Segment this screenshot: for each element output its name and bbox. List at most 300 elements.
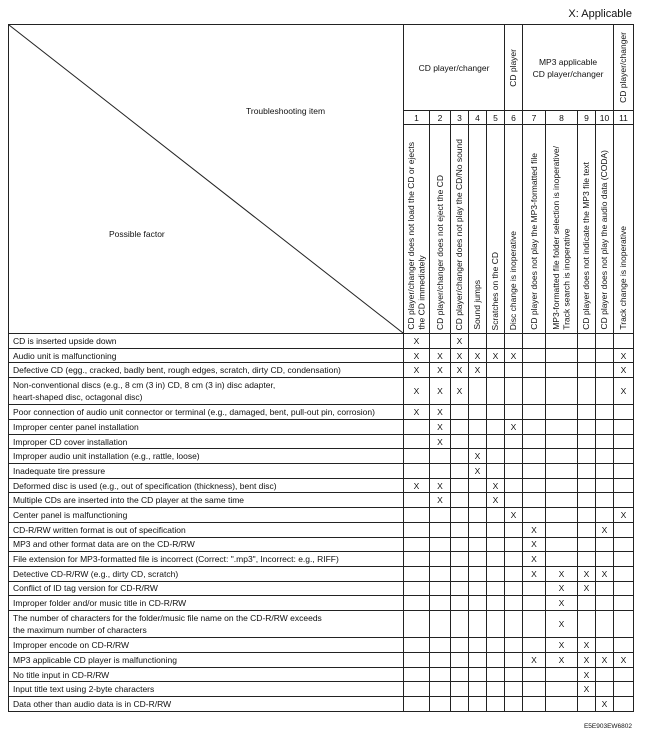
empty-cell — [614, 538, 634, 553]
empty-cell — [451, 435, 469, 450]
troubleshooting-table — [8, 24, 634, 712]
empty-cell — [523, 464, 546, 479]
empty-cell — [430, 552, 451, 567]
empty-cell — [430, 611, 451, 638]
column-description-text — [454, 139, 465, 330]
empty-cell — [469, 420, 487, 435]
factor-label-cell — [9, 378, 404, 405]
empty-cell — [523, 638, 546, 653]
possible-factor-label: Possible factor — [109, 229, 165, 239]
factor-label-cell — [9, 508, 404, 523]
empty-cell — [404, 596, 430, 611]
empty-cell — [451, 582, 469, 597]
factor-label-line: MP3 and other format data are on the CD-R/RW — [13, 539, 195, 550]
factor-label-cell — [9, 582, 404, 597]
column-description-line: CD player does not play the audio data (CODA) — [599, 150, 610, 330]
empty-cell — [546, 464, 578, 479]
applicable-mark: X — [546, 611, 578, 638]
empty-cell — [614, 596, 634, 611]
empty-cell — [523, 479, 546, 494]
empty-cell — [469, 479, 487, 494]
column-description — [469, 125, 487, 334]
empty-cell — [614, 582, 634, 597]
empty-cell — [523, 596, 546, 611]
empty-cell — [614, 449, 634, 464]
column-group-label-line: MP3 applicable — [538, 56, 598, 67]
empty-cell — [505, 638, 523, 653]
column-description — [487, 125, 505, 334]
empty-cell — [505, 582, 523, 597]
applicable-mark: X — [523, 552, 546, 567]
empty-cell — [430, 523, 451, 538]
factor-label-cell — [9, 405, 404, 420]
applicable-mark: X — [614, 653, 634, 668]
empty-cell — [404, 552, 430, 567]
empty-cell — [523, 611, 546, 638]
column-description-text — [551, 146, 572, 330]
column-description-text — [581, 162, 592, 330]
applicable-mark: X — [430, 435, 451, 450]
column-description-line: MP3-formatted file folder selection is inoperative/ — [551, 146, 561, 330]
empty-cell — [546, 493, 578, 508]
applicable-mark: X — [614, 508, 634, 523]
empty-cell — [546, 668, 578, 683]
column-description — [578, 125, 596, 334]
legend-applicable: X: Applicable — [568, 8, 632, 20]
empty-cell — [404, 582, 430, 597]
empty-cell — [505, 653, 523, 668]
empty-cell — [546, 405, 578, 420]
empty-cell — [578, 697, 596, 712]
applicable-mark: X — [487, 349, 505, 364]
empty-cell — [505, 449, 523, 464]
applicable-mark: X — [451, 378, 469, 405]
factor-label-cell — [9, 682, 404, 697]
empty-cell — [430, 508, 451, 523]
empty-cell — [596, 420, 614, 435]
empty-cell — [578, 508, 596, 523]
applicable-mark: X — [505, 349, 523, 364]
applicable-mark: X — [578, 653, 596, 668]
empty-cell — [487, 523, 505, 538]
applicable-mark: X — [614, 378, 634, 405]
empty-cell — [469, 435, 487, 450]
empty-cell — [487, 582, 505, 597]
empty-cell — [430, 682, 451, 697]
factor-label-line: Non-conventional discs (e.g., 8 cm (3 in) CD, 8 cm (3 in) disc adapter, — [13, 380, 276, 391]
empty-cell — [523, 349, 546, 364]
applicable-mark: X — [430, 378, 451, 405]
empty-cell — [614, 493, 634, 508]
empty-cell — [523, 449, 546, 464]
column-group-label-line: CD player/changer — [418, 62, 490, 73]
empty-cell — [487, 334, 505, 349]
column-description-line: CD player does not play the MP3-formatted file — [528, 153, 539, 330]
empty-cell — [487, 420, 505, 435]
factor-label-cell — [9, 567, 404, 582]
empty-cell — [614, 638, 634, 653]
empty-cell — [469, 668, 487, 683]
empty-cell — [578, 464, 596, 479]
column-description-text — [529, 153, 540, 330]
empty-cell — [487, 538, 505, 553]
applicable-mark: X — [404, 479, 430, 494]
applicable-mark: X — [430, 363, 451, 378]
empty-cell — [578, 349, 596, 364]
figure-code: E5E903EW6802 — [583, 723, 632, 730]
column-number: 4 — [469, 111, 487, 125]
applicable-mark: X — [451, 349, 469, 364]
empty-cell — [578, 405, 596, 420]
factor-label-cell — [9, 596, 404, 611]
empty-cell — [430, 668, 451, 683]
column-description — [505, 125, 523, 334]
factor-label-line: Input title text using 2-byte characters — [13, 684, 155, 695]
column-group-header — [505, 25, 523, 111]
applicable-mark: X — [430, 349, 451, 364]
applicable-mark: X — [523, 567, 546, 582]
column-description-line: the CD immediately — [416, 255, 427, 330]
applicable-mark: X — [404, 349, 430, 364]
empty-cell — [546, 334, 578, 349]
empty-cell — [523, 378, 546, 405]
column-number: 3 — [451, 111, 469, 125]
empty-cell — [505, 567, 523, 582]
column-description-text — [435, 175, 446, 330]
factor-label-cell — [9, 420, 404, 435]
factor-label-cell — [9, 493, 404, 508]
empty-cell — [578, 596, 596, 611]
empty-cell — [430, 596, 451, 611]
column-description — [430, 125, 451, 334]
empty-cell — [596, 493, 614, 508]
empty-cell — [487, 464, 505, 479]
empty-cell — [505, 378, 523, 405]
column-group-label-line: CD player — [508, 48, 519, 87]
empty-cell — [578, 435, 596, 450]
column-group-label — [508, 49, 519, 87]
applicable-mark: X — [430, 479, 451, 494]
factor-label-cell — [9, 334, 404, 349]
applicable-mark: X — [404, 378, 430, 405]
applicable-mark: X — [451, 363, 469, 378]
empty-cell — [487, 668, 505, 683]
applicable-mark: X — [546, 596, 578, 611]
empty-cell — [404, 638, 430, 653]
column-description-line: Scratches on the CD — [490, 251, 501, 330]
column-description-text — [490, 252, 501, 330]
empty-cell — [487, 653, 505, 668]
empty-cell — [546, 349, 578, 364]
empty-cell — [404, 493, 430, 508]
empty-cell — [451, 464, 469, 479]
column-description — [451, 125, 469, 334]
applicable-mark: X — [614, 349, 634, 364]
empty-cell — [451, 682, 469, 697]
applicable-mark: X — [404, 363, 430, 378]
empty-cell — [614, 682, 634, 697]
empty-cell — [469, 697, 487, 712]
applicable-mark: X — [487, 493, 505, 508]
column-group-label — [533, 56, 604, 80]
empty-cell — [614, 420, 634, 435]
column-description — [404, 125, 430, 334]
applicable-mark: X — [546, 567, 578, 582]
applicable-mark: X — [523, 653, 546, 668]
diagonal-line — [9, 25, 403, 333]
empty-cell — [430, 582, 451, 597]
factor-label-cell — [9, 464, 404, 479]
applicable-mark: X — [578, 638, 596, 653]
factor-label-line: Improper center panel installation — [13, 421, 139, 432]
empty-cell — [505, 611, 523, 638]
empty-cell — [451, 596, 469, 611]
column-description-line: Disc change is inoperative — [508, 230, 519, 330]
applicable-mark: X — [523, 538, 546, 553]
empty-cell — [578, 378, 596, 405]
empty-cell — [596, 334, 614, 349]
column-number: 5 — [487, 111, 505, 125]
empty-cell — [596, 479, 614, 494]
factor-label-cell — [9, 538, 404, 553]
empty-cell — [614, 567, 634, 582]
empty-cell — [546, 538, 578, 553]
column-description — [614, 125, 634, 334]
column-number: 8 — [546, 111, 578, 125]
column-description-line: Sound jumps — [472, 280, 483, 330]
empty-cell — [487, 363, 505, 378]
empty-cell — [430, 653, 451, 668]
empty-cell — [523, 363, 546, 378]
empty-cell — [505, 668, 523, 683]
applicable-mark: X — [578, 682, 596, 697]
column-description-text — [406, 142, 427, 330]
empty-cell — [451, 538, 469, 553]
column-number: 10 — [596, 111, 614, 125]
empty-cell — [469, 611, 487, 638]
empty-cell — [614, 479, 634, 494]
applicable-mark: X — [596, 697, 614, 712]
empty-cell — [505, 697, 523, 712]
empty-cell — [523, 668, 546, 683]
column-group-header — [404, 25, 505, 111]
empty-cell — [578, 611, 596, 638]
empty-cell — [451, 697, 469, 712]
empty-cell — [469, 682, 487, 697]
applicable-mark: X — [430, 493, 451, 508]
empty-cell — [451, 552, 469, 567]
applicable-mark: X — [546, 638, 578, 653]
empty-cell — [614, 334, 634, 349]
column-description-text — [472, 280, 483, 330]
factor-label-line: Improper encode on CD-R/RW — [13, 640, 130, 651]
factor-label-cell — [9, 668, 404, 683]
empty-cell — [578, 449, 596, 464]
empty-cell — [430, 464, 451, 479]
empty-cell — [430, 334, 451, 349]
empty-cell — [505, 682, 523, 697]
empty-cell — [546, 378, 578, 405]
empty-cell — [596, 582, 614, 597]
empty-cell — [578, 479, 596, 494]
empty-cell — [451, 638, 469, 653]
empty-cell — [546, 523, 578, 538]
applicable-mark: X — [469, 464, 487, 479]
empty-cell — [614, 552, 634, 567]
column-number: 7 — [523, 111, 546, 125]
factor-label-line: Deformed disc is used (e.g., out of specification (thickness), bent disc) — [13, 480, 277, 491]
empty-cell — [596, 449, 614, 464]
empty-cell — [404, 668, 430, 683]
empty-cell — [578, 493, 596, 508]
empty-cell — [614, 668, 634, 683]
column-description-line: CD player does not indicate the MP3 file text — [581, 162, 592, 330]
column-number: 1 — [404, 111, 430, 125]
empty-cell — [546, 420, 578, 435]
column-description — [523, 125, 546, 334]
empty-cell — [614, 611, 634, 638]
empty-cell — [523, 420, 546, 435]
empty-cell — [487, 405, 505, 420]
empty-cell — [487, 508, 505, 523]
applicable-mark: X — [546, 653, 578, 668]
empty-cell — [614, 405, 634, 420]
empty-cell — [546, 479, 578, 494]
empty-cell — [596, 363, 614, 378]
column-number: 11 — [614, 111, 634, 125]
empty-cell — [451, 420, 469, 435]
empty-cell — [596, 552, 614, 567]
empty-cell — [523, 682, 546, 697]
factor-label-cell — [9, 479, 404, 494]
empty-cell — [505, 538, 523, 553]
empty-cell — [404, 523, 430, 538]
factor-label-line: CD is inserted upside down — [13, 335, 117, 346]
factor-label-cell — [9, 449, 404, 464]
empty-cell — [451, 508, 469, 523]
empty-cell — [505, 596, 523, 611]
applicable-mark: X — [505, 508, 523, 523]
empty-cell — [469, 567, 487, 582]
applicable-mark: X — [596, 567, 614, 582]
empty-cell — [487, 449, 505, 464]
empty-cell — [469, 638, 487, 653]
empty-cell — [469, 582, 487, 597]
column-group-header — [523, 25, 614, 111]
empty-cell — [451, 653, 469, 668]
empty-cell — [469, 493, 487, 508]
empty-cell — [469, 405, 487, 420]
column-description-line: Track change is inoperative — [618, 226, 629, 330]
factor-label-line: Conflict of ID tag version for CD-R/RW — [13, 583, 158, 594]
factor-label-line: Data other than audio data is in CD-R/RW — [13, 698, 172, 709]
empty-cell — [487, 435, 505, 450]
empty-cell — [487, 567, 505, 582]
empty-cell — [596, 378, 614, 405]
empty-cell — [596, 435, 614, 450]
factor-label-cell — [9, 653, 404, 668]
applicable-mark: X — [430, 420, 451, 435]
empty-cell — [487, 638, 505, 653]
empty-cell — [487, 596, 505, 611]
applicable-mark: X — [404, 334, 430, 349]
empty-cell — [596, 611, 614, 638]
empty-cell — [523, 582, 546, 597]
applicable-mark: X — [578, 567, 596, 582]
empty-cell — [404, 611, 430, 638]
empty-cell — [596, 668, 614, 683]
factor-label-cell — [9, 611, 404, 638]
empty-cell — [614, 464, 634, 479]
empty-cell — [614, 697, 634, 712]
factor-label-line: The number of characters for the folder/music file name on the CD-R/RW exceeds — [13, 613, 322, 624]
empty-cell — [430, 697, 451, 712]
corner-header-cell — [9, 25, 404, 334]
empty-cell — [578, 334, 596, 349]
empty-cell — [578, 552, 596, 567]
empty-cell — [523, 334, 546, 349]
empty-cell — [546, 363, 578, 378]
applicable-mark: X — [578, 582, 596, 597]
empty-cell — [505, 363, 523, 378]
column-number: 6 — [505, 111, 523, 125]
empty-cell — [578, 538, 596, 553]
column-description-text — [618, 226, 629, 330]
factor-label-line: Audio unit is malfunctioning — [13, 350, 117, 361]
factor-label-line: Multiple CDs are inserted into the CD player at the same time — [13, 495, 245, 506]
factor-label-line: MP3 applicable CD player is malfunctioning — [13, 654, 177, 665]
applicable-mark: X — [430, 405, 451, 420]
column-description-line: CD player/changer does not eject the CD — [434, 175, 445, 330]
column-description-line: Track search is inoperative — [561, 228, 572, 330]
column-description-line: CD player/changer does not load the CD or ejects — [406, 142, 416, 330]
empty-cell — [487, 378, 505, 405]
empty-cell — [546, 552, 578, 567]
column-group-label — [618, 32, 629, 103]
empty-cell — [487, 611, 505, 638]
empty-cell — [430, 638, 451, 653]
empty-cell — [404, 420, 430, 435]
column-group-label — [419, 62, 490, 74]
empty-cell — [451, 493, 469, 508]
empty-cell — [404, 435, 430, 450]
empty-cell — [596, 638, 614, 653]
empty-cell — [596, 405, 614, 420]
troubleshooting-item-label: Troubleshooting item — [246, 106, 326, 116]
empty-cell — [523, 493, 546, 508]
factor-label-line: File extension for MP3-formatted file is incorrect (Correct: ".mp3", Incorrect: e.g., RIFF) — [13, 554, 339, 565]
empty-cell — [596, 538, 614, 553]
column-description-text — [508, 231, 519, 330]
empty-cell — [523, 697, 546, 712]
empty-cell — [487, 697, 505, 712]
factor-label-line: Detective CD-R/RW (e.g., dirty CD, scratch) — [13, 568, 179, 579]
applicable-mark: X — [487, 479, 505, 494]
column-number: 9 — [578, 111, 596, 125]
empty-cell — [578, 523, 596, 538]
applicable-mark: X — [505, 420, 523, 435]
empty-cell — [404, 567, 430, 582]
factor-label-line: Improper folder and/or music title in CD-R/RW — [13, 598, 187, 609]
column-description — [546, 125, 578, 334]
empty-cell — [596, 464, 614, 479]
empty-cell — [505, 405, 523, 420]
empty-cell — [546, 435, 578, 450]
empty-cell — [404, 508, 430, 523]
empty-cell — [614, 435, 634, 450]
empty-cell — [469, 508, 487, 523]
empty-cell — [505, 552, 523, 567]
